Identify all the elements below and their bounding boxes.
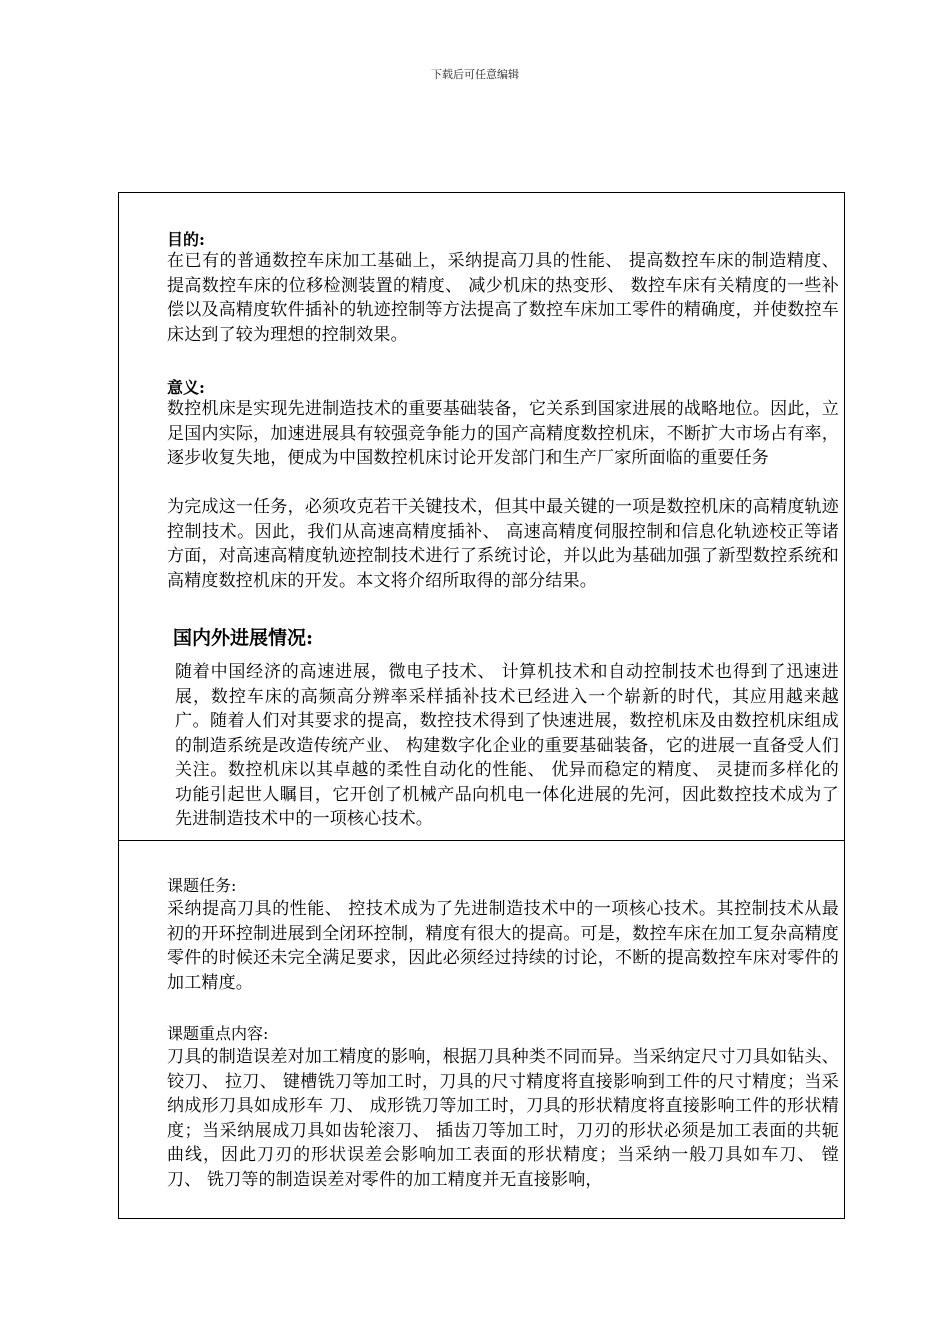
document-table: [118, 192, 845, 1219]
significance-paragraph-2: [127, 495, 839, 593]
progress-heading: 国内外进展情况:: [173, 627, 314, 649]
purpose-text: 在已有的普通数控车床加工基础上，采纳提高刀具的性能、 提高数控车床的制造精度、 提高数控车床的位移检测装置的精度、 减少机床的热变形、 数控车床有关精度的一些补偿以及高精度软件插补的轨迹控制等方法提高了数控车床加工零件的精确度，并使数控车床达到了较为理想的控制效果。: [167, 251, 839, 345]
table-cell-background: [119, 193, 844, 841]
purpose-paragraph: [127, 249, 839, 347]
task-text: 采纳提高刀具的性能、 控技术成为了先进制造技术中的一项核心技术。其控制技术从最初的开环控制进展到全闭环控制，精度有很大的提高。可是，数控车床在加工复杂高精度零件的时候还未完全满足要求，因此必须经过持续的讨论，不断的提高数控车床对零件的加工精度。: [167, 899, 839, 993]
significance-text-2: 为完成这一任务，必须攻克若干关键技术，但其中最关键的一项是数控机床的高精度轨迹控制技术。因此，我们从高速高精度插补、 高速高精度伺服控制和信息化轨迹校正等诸方面，对高速高精度轨迹控制技术进行了系统讨论，并以此为基础加强了新型数控系统和高精度数控机床的开发。本文将介绍所取得的部分结果。: [167, 497, 839, 591]
significance-heading: 意义:: [167, 378, 205, 397]
content-paragraph: [127, 1045, 839, 1192]
task-heading: 课题任务:: [167, 876, 237, 895]
task-paragraph: [127, 897, 839, 995]
table-cell-task: [119, 841, 844, 1218]
purpose-heading: 目的:: [167, 230, 205, 249]
progress-paragraph: [127, 660, 839, 832]
progress-text: 随着中国经济的高速进展，微电子技术、 计算机技术和自动控制技术也得到了迅速进展，数控车床的高频高分辨率采样插补技术已经进入一个崭新的时代，其应用越来越广。随着人们对其要求的提高，数控技术得到了快速进展，数控机床及由数控机床组成的制造系统是改造传统产业、 构建数字化企业的重要基础装备，它的进展一直备受人们关注。数控机床以其卓越的柔性自动化的性能、 优异而稳定的精度、 灵捷而多样化的功能引起世人瞩目，它开创了机械产品向机电一体化进展的先河，因此数控技术成为了先进制造技术中的一项核心技术。: [175, 662, 839, 829]
significance-text-1: 数控机床是实现先进制造技术的重要基础装备，它关系到国家进展的战略地位。因此，立足国内实际，加速进展具有较强竞争能力的国产高精度数控机床，不断扩大市场占有率，逐步收复失地，便成为中国数控机床讨论开发部门和生产厂家所面临的重要任务: [167, 399, 839, 468]
content-text: 刀具的制造误差对加工精度的影响，根据刀具种类不同而异。当采纳定尺寸刀具如钻头、 铰刀、 拉刀、 键槽铣刀等加工时，刀具的尺寸精度将直接影响到工件的尺寸精度；当采纳成形刀具如成形车 刀、 成形铣刀等加工时，刀具的形状精度将直接影响工件的形状精度；当采纳展成刀具如齿轮滚刀、 插齿刀等加工时，刀刃的形状必须是加工表面的共轭曲线，因此刀刃的形状误差会影响加工表面的形状精度；当采纳一般刀具如车刀、 镗刀、 铣刀等的制造误差对零件的加工精度并无直接影响，: [167, 1047, 839, 1190]
page-header-note: 下载后可任意编辑: [431, 68, 519, 81]
significance-paragraph-1: [127, 397, 839, 471]
content-heading: 课题重点内容:: [167, 1024, 269, 1043]
